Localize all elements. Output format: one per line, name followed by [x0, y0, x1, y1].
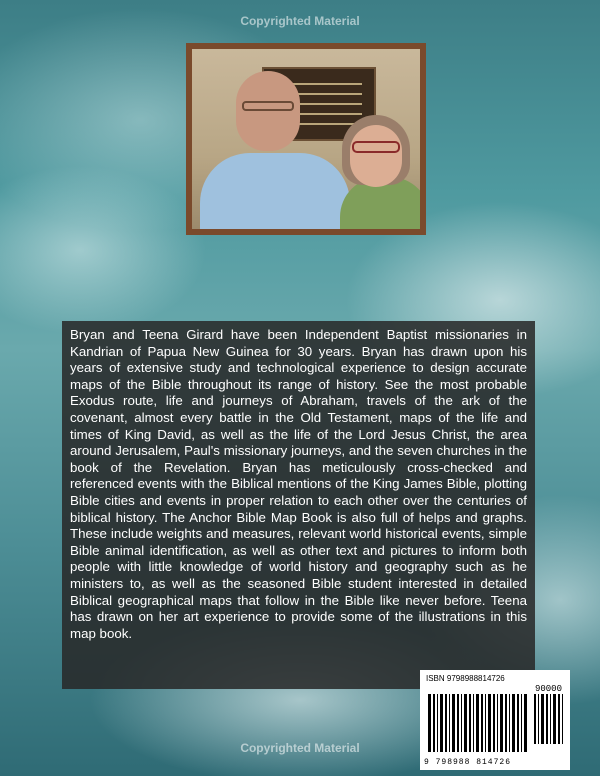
woman-glasses: [352, 141, 400, 153]
man-head: [236, 71, 300, 151]
description-panel: [62, 321, 535, 689]
book-description: Bryan and Teena Girard have been Independent Baptist missionaries in Kandrian of Papua New Guinea for 30 years. Bryan has drawn upon his years of extensive study and technological experience to design accurate maps of the Bible throughout its range of history. See the most probable Exodus route, life and journeys of Abraham, travels of the ark of the covenant, almost every battle in the Old Testament, maps of the life and times of King David, as well as the life of the Lord Jesus Christ, the area around Jerusalem, Paul's missionary journeys, and the seven churches in the book of the Revelation. Bryan has meticulously cross-checked and referenced events with the Biblical mentions of the King James Bible, plotting Bible cities and events in proper relation to each other over the centuries of biblical history. The Anchor Bible Map Book is also full of helps and graphs. These include weights and measures, relevant world historical events, simple Bible animal identification, as well as other text and pictures to inform both people with little knowledge of world history and geography such as he ministers to, as well as the seasoned Bible student interested in detailed Biblical geographical maps that follow in the Bible like never before. Teena has drawn on her art experience to provide some of the illustrations in this map book.: [70, 327, 527, 641]
author-photo: [186, 43, 426, 235]
man-figure: [200, 153, 350, 229]
price-code: 90000: [534, 684, 562, 694]
barcode-addon-bars: [534, 694, 564, 744]
isbn-barcode: [420, 670, 570, 770]
barcode-bars: [428, 694, 528, 752]
author-photo-image: [192, 49, 420, 229]
watermark-bottom: Copyrighted Material: [240, 741, 360, 755]
barcode-digits: 9 798988 814726: [424, 758, 512, 767]
watermark-top: Copyrighted Material: [240, 14, 360, 28]
woman-head: [350, 125, 402, 187]
man-glasses: [242, 101, 294, 111]
isbn-label: ISBN 9798988814726: [426, 674, 505, 683]
